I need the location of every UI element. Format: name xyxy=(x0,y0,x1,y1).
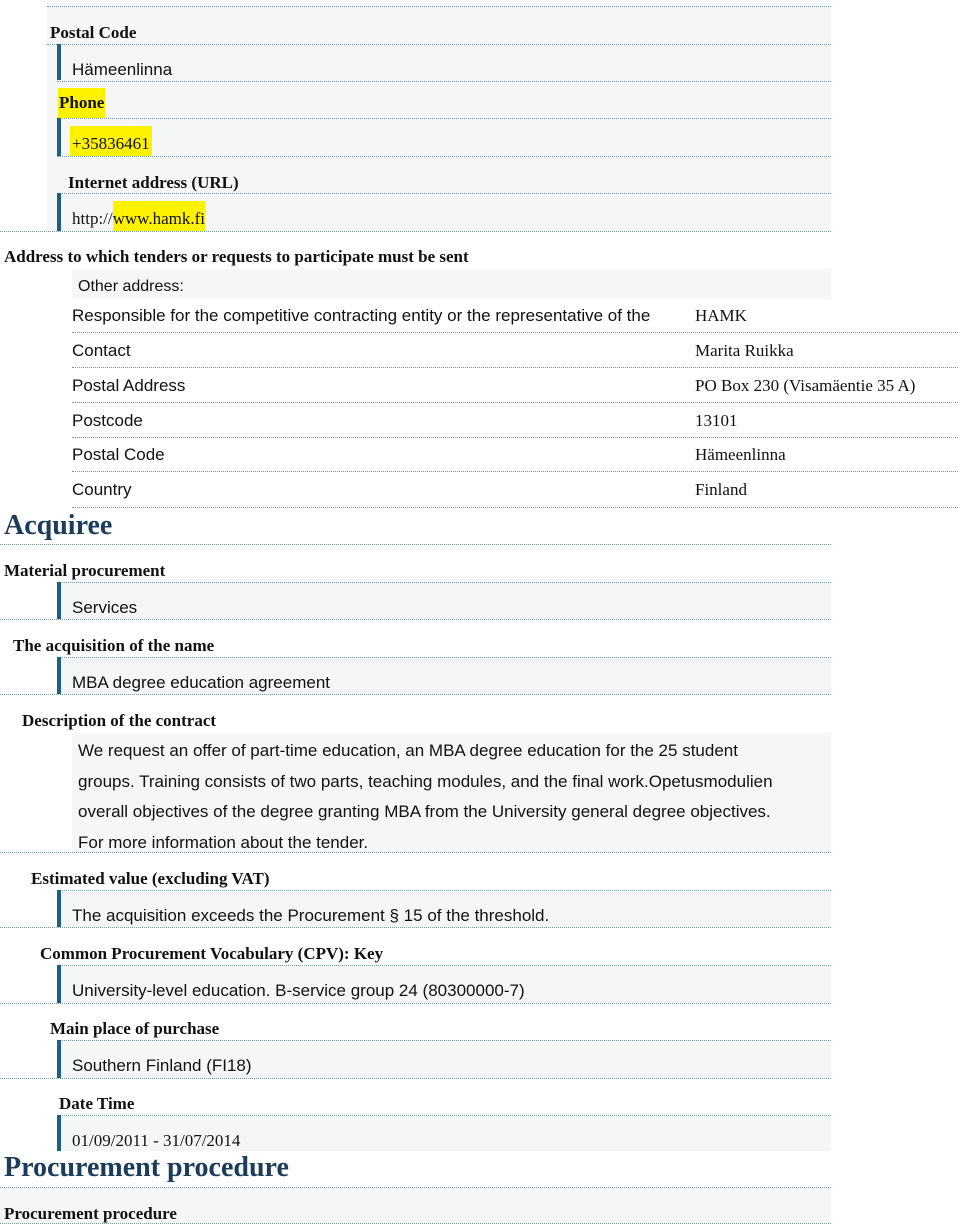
divider xyxy=(0,1003,831,1004)
value-label: Estimated value (excluding VAT) xyxy=(31,869,270,888)
tender-address-heading: Address to which tenders or requests to participate must be sent xyxy=(4,247,469,266)
divider xyxy=(57,118,831,119)
divider xyxy=(57,657,831,658)
divider xyxy=(0,694,831,695)
divider xyxy=(0,1223,831,1224)
value-bar xyxy=(57,1115,61,1151)
value-bar xyxy=(57,44,61,80)
description-line: For more information about the tender. xyxy=(78,832,369,852)
value-bar xyxy=(57,1040,61,1078)
row-value-country: Finland xyxy=(695,480,747,499)
section-title-procedure: Procurement procedure xyxy=(4,1152,289,1183)
value-bar xyxy=(57,890,61,927)
divider xyxy=(0,852,831,853)
date-value: 01/09/2011 - 31/07/2014 xyxy=(72,1131,241,1150)
description-line: overall objectives of the degree granting MBA from the University general degree objectives. xyxy=(78,802,771,821)
description-line: We request an offer of part-time education, an MBA degree education for the 25 student xyxy=(78,741,738,760)
row-label-postal-code: Postal Code xyxy=(72,445,165,464)
place-value: Southern Finland (FI18) xyxy=(72,1056,252,1075)
divider xyxy=(0,544,831,545)
divider xyxy=(72,507,958,508)
name-label: The acquisition of the name xyxy=(13,636,215,655)
phone-value: +35836461 xyxy=(70,126,152,156)
cpv-value: University-level education. B-service group 24 (80300000-7) xyxy=(72,981,525,1000)
divider xyxy=(57,81,831,82)
divider xyxy=(0,1078,831,1079)
row-value-responsible: HAMK xyxy=(695,306,747,325)
value-bar xyxy=(57,965,61,1003)
row-label-contact: Contact xyxy=(72,341,131,360)
value-bar xyxy=(57,582,61,619)
value-bar xyxy=(57,193,61,231)
date-label: Date Time xyxy=(59,1094,135,1113)
divider xyxy=(57,582,831,583)
value-bar xyxy=(57,118,61,156)
postal-code-label: Postal Code xyxy=(50,23,137,42)
divider xyxy=(57,965,831,966)
divider xyxy=(0,619,831,620)
value-value: The acquisition exceeds the Procurement § 15 of the threshold. xyxy=(72,906,550,925)
procedure-first-label: Procurement procedure xyxy=(4,1204,177,1223)
row-value-contact: Marita Ruikka xyxy=(695,341,794,360)
divider xyxy=(47,6,831,7)
divider xyxy=(72,367,958,368)
divider xyxy=(72,471,958,472)
divider xyxy=(0,927,831,928)
url-label: Internet address (URL) xyxy=(68,173,239,192)
divider xyxy=(57,1115,831,1116)
divider xyxy=(0,231,831,232)
row-value-postal-code: Hämeenlinna xyxy=(695,445,786,464)
material-label: Material procurement xyxy=(4,561,166,580)
description-text xyxy=(78,736,828,858)
description-label: Description of the contract xyxy=(22,711,217,730)
divider xyxy=(57,156,831,157)
divider xyxy=(72,332,958,333)
divider xyxy=(72,437,958,438)
divider xyxy=(57,193,831,194)
material-box xyxy=(57,582,831,619)
phone-label: Phone xyxy=(58,88,105,118)
place-label: Main place of purchase xyxy=(50,1019,220,1038)
divider xyxy=(57,1040,831,1041)
row-label-postcode: Postcode xyxy=(72,411,143,430)
url-prefix: http:// xyxy=(72,209,113,228)
url-value[interactable] xyxy=(72,201,205,231)
name-value: MBA degree education agreement xyxy=(72,673,331,692)
divider xyxy=(57,890,831,891)
row-label-responsible: Responsible for the competitive contracting entity or the representative of the xyxy=(72,306,651,325)
row-value-postcode: 13101 xyxy=(695,411,738,430)
section-title-acquiree: Acquiree xyxy=(4,510,113,541)
cpv-label: Common Procurement Vocabulary (CPV): Key xyxy=(40,944,384,963)
postal-code-value: Hämeenlinna xyxy=(72,60,173,79)
url-highlight: www.hamk.fi xyxy=(113,201,205,231)
row-label-postal-address: Postal Address xyxy=(72,376,186,395)
row-label-country: Country xyxy=(72,480,132,499)
other-address-label: Other address: xyxy=(78,278,184,295)
divider xyxy=(47,44,831,45)
description-line: groups. Training consists of two parts, teaching modules, and the final work.Opetusmodulien xyxy=(78,771,773,791)
material-value: Services xyxy=(72,598,138,617)
row-value-postal-address: PO Box 230 (Visamäentie 35 A) xyxy=(695,376,916,395)
value-bar xyxy=(57,657,61,694)
other-address-box xyxy=(72,269,831,299)
divider xyxy=(72,402,958,403)
